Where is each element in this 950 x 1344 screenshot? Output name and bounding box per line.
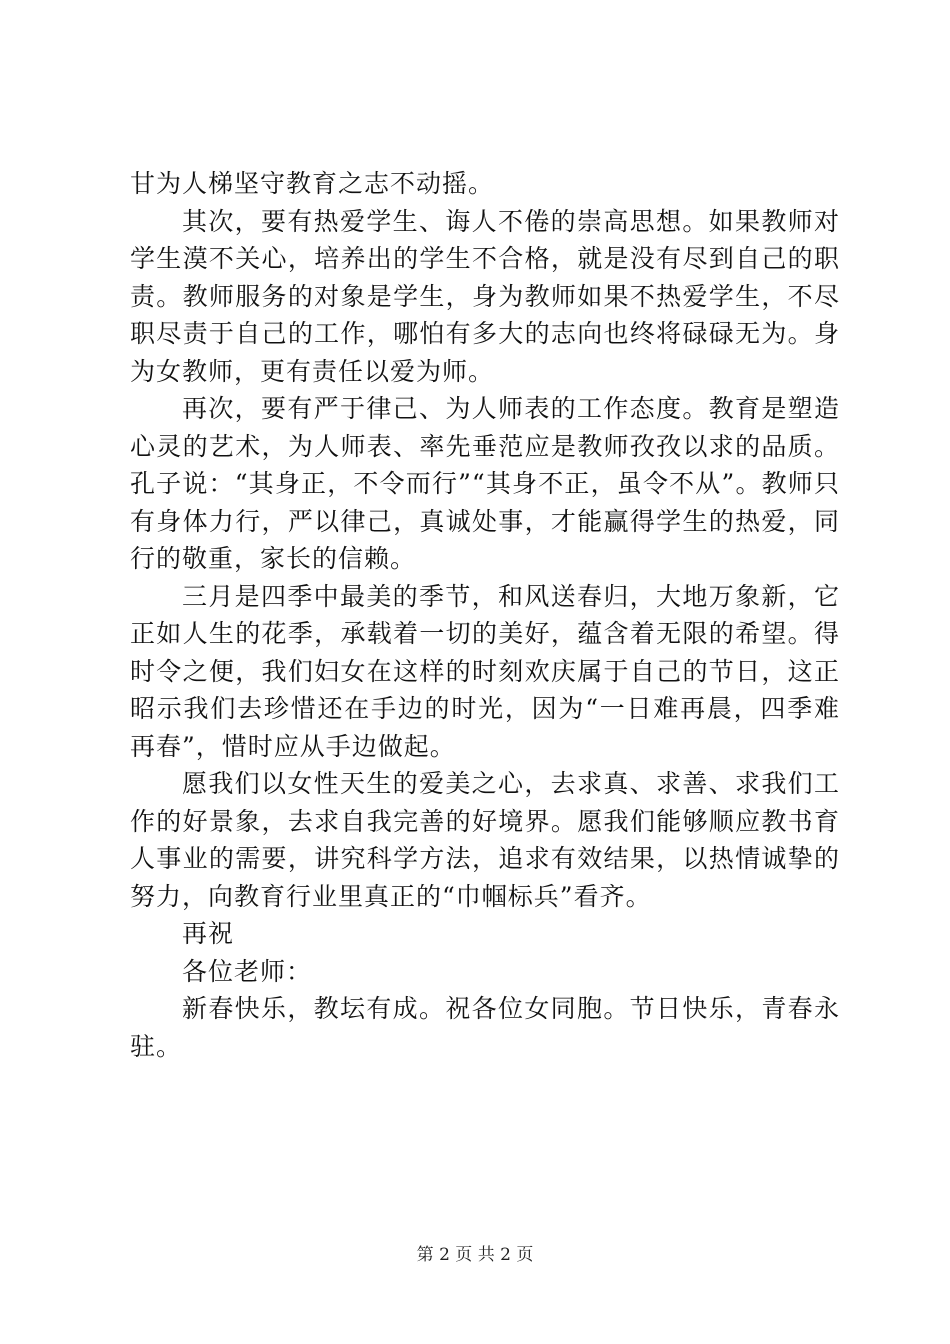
salutation: 各位老师：: [182, 956, 313, 986]
paragraph-3: 再次，要有严于律己、为人师表的工作态度。教育是塑造心灵的艺术，为人师表、率先垂范应是教师孜孜以求的品质。孔子说：“其身正，不令而行”“其身不正，虽令不从”。教师只有身体力行，严以律己，真诚处事，才能赢得学生的热爱，同行的敬重，家长的信赖。: [130, 394, 840, 573]
page-number-label: 第 2 页 共 2 页: [416, 1245, 534, 1265]
paragraph-5: 愿我们以女性天生的爱美之心，去求真、求善、求我们工作的好景象，去求自我完善的好境界。愿我们能够顺应教书育人事业的需要，讲究科学方法，追求有效结果，以热情诚挚的努力，向教育行业里真正的“巾帼标兵”看齐。: [130, 769, 840, 911]
paragraph-4: 三月是四季中最美的季节，和风送春归，大地万象新，它正如人生的花季，承载着一切的美好，蕴含着无限的希望。得时令之便，我们妇女在这样的时刻欢庆属于自己的节日，这正昭示我们去珍惜还在手边的时光，因为“一日难再晨，四季难再春”，惜时应从手边做起。: [130, 581, 840, 761]
paragraph-2: 其次，要有热爱学生、诲人不倦的崇高思想。如果教师对学生漠不关心，培养出的学生不合格，就是没有尽到自己的职责。教师服务的对象是学生，身为教师如果不热爱学生，不尽职尽责于自己的工作，哪怕有多大的志向也终将碌碌无为。身为女教师，更有责任以爱为师。: [130, 206, 840, 386]
closing-wish: 再祝: [182, 919, 235, 948]
document-body: [130, 165, 840, 1065]
final-greeting: 新春快乐，教坛有成。祝各位女同胞。节日快乐，青春永驻。: [130, 994, 840, 1061]
page-footer: [0, 1245, 950, 1265]
paragraph-1: 甘为人梯坚守教育之志不动摇。: [130, 169, 495, 198]
